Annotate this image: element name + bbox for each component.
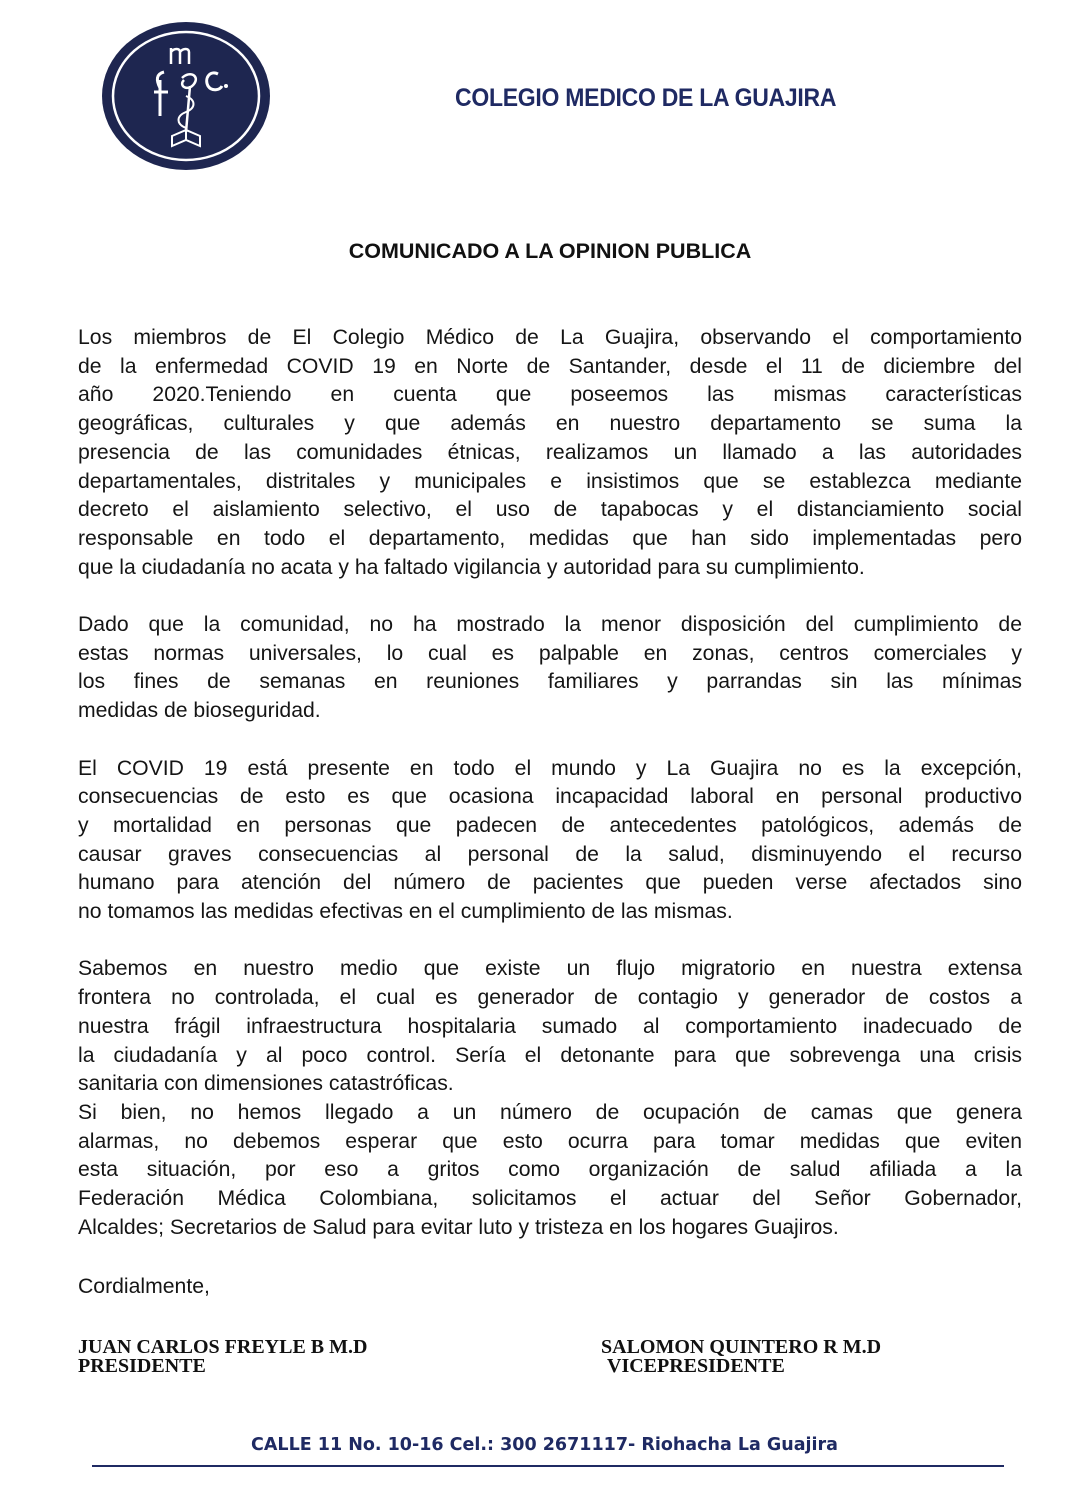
closing-salutation: Cordialmente, <box>78 1275 210 1298</box>
text-line: presencia de las comunidades étnicas, realizamos un llamado a las autoridades <box>78 440 1022 464</box>
text-line: esta situación, por eso a gritos como organización de salud afiliada a la <box>78 1158 1022 1182</box>
document-title: COMUNICADO A LA OPINION PUBLICA <box>348 239 752 263</box>
signatory-name: SALOMON QUINTERO R M.D <box>601 1336 882 1358</box>
text-line: que la ciudadanía no acata y ha faltado vigilancia y autoridad para su cumplimiento. <box>78 555 865 579</box>
paragraph <box>78 611 1022 726</box>
signatory-name: JUAN CARLOS FREYLE B M.D <box>78 1336 368 1358</box>
text-line: sanitaria con dimensiones catastróficas. <box>78 1072 454 1096</box>
text-line: El COVID 19 está presente en todo el mundo y La Guajira no es la excepción, <box>78 756 1022 780</box>
text-line: Si bien, no hemos llegado a un número de ocupación de camas que genera <box>78 1100 1022 1124</box>
signatory-role: PRESIDENTE <box>78 1355 206 1377</box>
signatory-role: VICEPRESIDENTE <box>607 1355 785 1377</box>
text-line: no tomamos las medidas efectivas en el cumplimiento de las mismas. <box>78 900 733 924</box>
text-line: departamentales, distritales y municipales e insistimos que se establezca mediante <box>78 469 1022 493</box>
text-line: Sabemos en nuestro medio que existe un flujo migratorio en nuestra extensa <box>78 957 1022 981</box>
text-line: de la enfermedad COVID 19 en Norte de Santander, desde el 11 de diciembre del <box>78 354 1022 378</box>
text-line: Federación Médica Colombiana, solicitamos el actuar del Señor Gobernador, <box>78 1187 1022 1211</box>
text-line: humano para atención del número de pacientes que pueden verse afectados sino <box>78 871 1022 895</box>
footer-divider <box>92 1465 1004 1467</box>
text-line: causar graves consecuencias al personal de la salud, disminuyendo el recurso <box>78 842 1022 866</box>
paragraph <box>78 755 1022 927</box>
signature-vicepresident <box>601 1338 881 1376</box>
footer-address: CALLE 11 No. 10-16 Cel.: 300 2671117- Riohacha La Guajira <box>251 1435 838 1455</box>
text-line: responsable en todo el departamento, medidas que han sido implementadas pero <box>78 526 1022 550</box>
signature-president <box>78 1338 367 1376</box>
text-line: estas normas universales, lo cual es palpable en zonas, centros comerciales y <box>78 641 1022 665</box>
logo-seal <box>100 20 272 172</box>
paragraph <box>78 1099 1022 1243</box>
text-line: Dado que la comunidad, no ha mostrado la menor disposición del cumplimiento de <box>78 613 1022 637</box>
text-line: decreto el aislamiento selectivo, el uso de tapabocas y el distanciamiento social <box>78 498 1022 522</box>
text-line: consecuencias de esto es que ocasiona incapacidad laboral en personal productivo <box>78 785 1022 809</box>
text-line: año 2020.Teniendo en cuenta que poseemos las mismas características <box>78 383 1022 407</box>
paragraph <box>78 324 1022 582</box>
text-line: medidas de bioseguridad. <box>78 699 321 723</box>
text-line: la ciudadanía y al poco control. Sería el detonante para que sobrevenga una crisis <box>78 1043 1022 1067</box>
text-line: Alcaldes; Secretarios de Salud para evitar luto y tristeza en los hogares Guajiros. <box>78 1215 839 1239</box>
text-line: frontera no controlada, el cual es generador de contagio y generador de costos a <box>78 986 1022 1010</box>
text-line: nuestra frágil infraestructura hospitalaria sumado al comportamiento inadecuado de <box>78 1014 1022 1038</box>
logo-icon <box>100 20 272 172</box>
organization-name: COLEGIO MEDICO DE LA GUAJIRA <box>455 84 837 112</box>
text-line: Los miembros de El Colegio Médico de La Guajira, observando el comportamiento <box>78 326 1022 349</box>
text-line: los fines de semanas en reuniones familiares y parrandas sin las mínimas <box>78 670 1022 694</box>
text-line: y mortalidad en personas que padecen de antecedentes patológicos, además de <box>78 813 1022 837</box>
paragraph <box>78 955 1022 1099</box>
text-line: geográficas, culturales y que además en nuestro departamento se suma la <box>78 412 1022 436</box>
text-line: alarmas, no debemos esperar que esto ocurra para tomar medidas que eviten <box>78 1129 1022 1153</box>
document-body <box>78 324 1022 1271</box>
